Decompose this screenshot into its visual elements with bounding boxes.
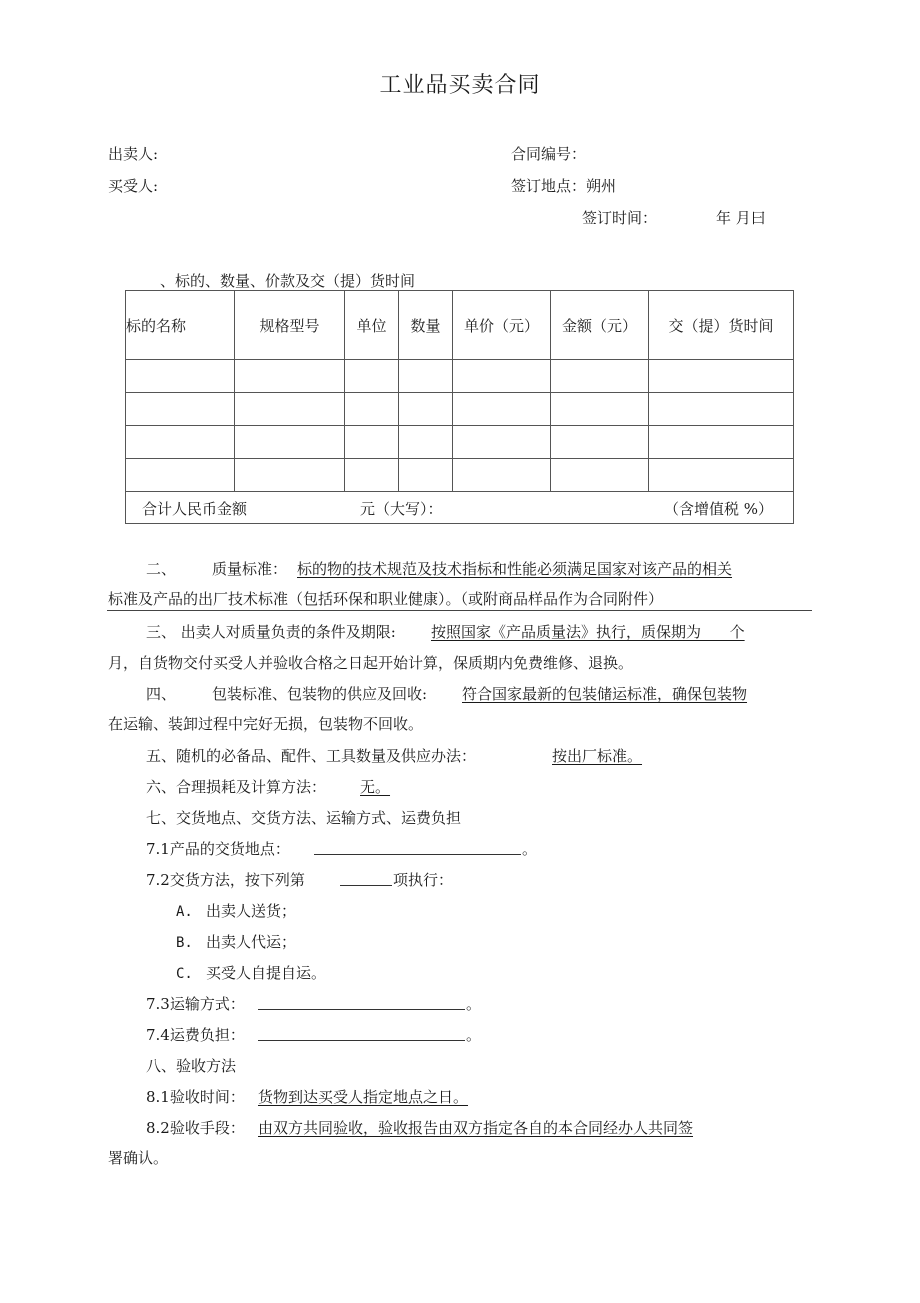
table-row xyxy=(126,426,794,459)
section6-value: 无。 xyxy=(360,778,391,796)
total-label: 合计人民币金额 xyxy=(142,500,248,518)
table-cell[interactable] xyxy=(345,426,399,459)
table-cell[interactable] xyxy=(649,393,794,426)
table-cell[interactable] xyxy=(399,360,453,393)
table-row xyxy=(126,393,794,426)
delivery-method-label: 7.2交货方法，按下列第 xyxy=(146,871,305,889)
table-cell[interactable] xyxy=(126,393,235,426)
table-cell[interactable] xyxy=(649,360,794,393)
transport-label: 7.3运输方式： xyxy=(146,995,245,1013)
table-cell[interactable] xyxy=(399,393,453,426)
table-cell[interactable] xyxy=(345,393,399,426)
section4-label: 包装标准、包装物的供应及回收: xyxy=(212,685,428,703)
section3-text-line1: 按照国家《产品质量法》执行，质保期为 个 xyxy=(431,623,745,641)
contract-no-label: 合同编号： xyxy=(511,145,587,163)
table-cell[interactable] xyxy=(399,426,453,459)
section4-text-line2: 在运输、装卸过程中完好无损，包装物不回收。 xyxy=(108,715,424,733)
section2-num: 二、 xyxy=(146,560,177,578)
section2-text-line1: 标的物的技术规范及技术指标和性能必须满足国家对该产品的相关 xyxy=(297,560,733,578)
buyer-label: 买受人: xyxy=(108,177,159,195)
section1-title: 、标的、数量、价款及交（提）货时间 xyxy=(160,272,416,290)
col-header: 金额（元） xyxy=(551,291,649,360)
table-header-row xyxy=(126,291,794,360)
option-text: 买受人自提自运。 xyxy=(206,964,327,982)
table-row xyxy=(126,459,794,492)
col-header: 标的名称 xyxy=(126,291,235,360)
section5-value: 按出厂标准。 xyxy=(552,747,643,765)
table-cell[interactable] xyxy=(453,393,551,426)
freight-end: 。 xyxy=(466,1026,482,1044)
option-letter: A. xyxy=(176,904,193,920)
section2-label: 质量标准： xyxy=(212,560,288,578)
total-tax: （含增值税 %） xyxy=(664,500,774,518)
goods-table xyxy=(125,290,794,524)
transport-field[interactable] xyxy=(258,995,465,1010)
section4-num: 四、 xyxy=(146,685,177,703)
delivery-method-end: 项执行： xyxy=(393,871,454,889)
sign-place-label: 签订地点：朔州 xyxy=(511,177,617,195)
table-cell[interactable] xyxy=(235,426,345,459)
total-daxie: 元（大写）： xyxy=(360,500,443,518)
table-cell[interactable] xyxy=(453,360,551,393)
option-letter: C. xyxy=(176,966,193,982)
section6-label: 六、合理损耗及计算方法： xyxy=(146,778,327,796)
freight-label: 7.4运费负担： xyxy=(146,1026,245,1044)
table-cell[interactable] xyxy=(551,393,649,426)
table-cell[interactable] xyxy=(399,459,453,492)
delivery-place-end: 。 xyxy=(522,840,538,858)
freight-field[interactable] xyxy=(258,1026,465,1041)
delivery-place-label: 7.1产品的交货地点： xyxy=(146,840,290,858)
table-cell[interactable] xyxy=(649,426,794,459)
transport-end: 。 xyxy=(466,995,482,1013)
table-cell[interactable] xyxy=(126,426,235,459)
col-header: 交（提）货时间 xyxy=(649,291,794,360)
table-cell[interactable] xyxy=(551,360,649,393)
option-text: 出卖人送货； xyxy=(206,902,297,920)
table-cell[interactable] xyxy=(649,459,794,492)
option-a xyxy=(176,900,296,921)
table-cell[interactable] xyxy=(126,360,235,393)
option-letter: B. xyxy=(176,935,193,951)
delivery-place-field[interactable] xyxy=(314,840,521,855)
inspection-means-value: 由双方共同验收，验收报告由双方指定各自的本合同经办人共同签 xyxy=(258,1119,694,1137)
section4-text-line1: 符合国家最新的包装储运标准，确保包装物 xyxy=(462,685,748,703)
option-text: 出卖人代运； xyxy=(206,933,297,951)
table-cell[interactable] xyxy=(126,459,235,492)
section2-text-line2: 标准及产品的出厂技术标准（包括环保和职业健康）。（或附商品样品作为合同附件） xyxy=(108,590,664,608)
table-cell[interactable] xyxy=(453,426,551,459)
section5-label: 五、随机的必备品、配件、工具数量及供应办法： xyxy=(146,747,477,765)
col-header: 单价（元） xyxy=(453,291,551,360)
col-header: 规格型号 xyxy=(235,291,345,360)
section2-rule xyxy=(107,610,812,611)
option-c xyxy=(176,962,326,983)
col-header: 数量 xyxy=(399,291,453,360)
table-cell[interactable] xyxy=(345,459,399,492)
delivery-method-field[interactable] xyxy=(340,871,392,886)
section3-label: 三、 出卖人对质量负责的条件及期限: xyxy=(146,623,396,641)
table-cell[interactable] xyxy=(235,459,345,492)
table-cell[interactable] xyxy=(235,393,345,426)
option-b xyxy=(176,931,296,952)
section3-text-line2: 月，自货物交付买受人并验收合格之日起开始计算，保质期内免费维修、退换。 xyxy=(108,654,634,672)
table-cell[interactable] xyxy=(551,459,649,492)
sign-time-label: 签订时间： xyxy=(582,209,658,227)
section7-title: 七、交货地点、交货方法、运输方式、运费负担 xyxy=(146,809,462,827)
table-cell[interactable] xyxy=(551,426,649,459)
table-row xyxy=(126,360,794,393)
seller-label: 出卖人: xyxy=(108,145,159,163)
total-row xyxy=(126,492,794,524)
sign-time-date: 年 月曰 xyxy=(716,209,766,227)
col-header: 单位 xyxy=(345,291,399,360)
inspection-time-label: 8.1验收时间： xyxy=(146,1088,245,1106)
table-cell[interactable] xyxy=(235,360,345,393)
table-cell[interactable] xyxy=(453,459,551,492)
inspection-means-cont: 署确认。 xyxy=(108,1149,169,1167)
inspection-time-value: 货物到达买受人指定地点之日。 xyxy=(258,1088,469,1106)
contract-title: 工业品买卖合同 xyxy=(379,73,541,98)
section8-title: 八、验收方法 xyxy=(146,1057,237,1075)
inspection-means-label: 8.2验收手段： xyxy=(146,1119,245,1137)
table-cell[interactable] xyxy=(345,360,399,393)
